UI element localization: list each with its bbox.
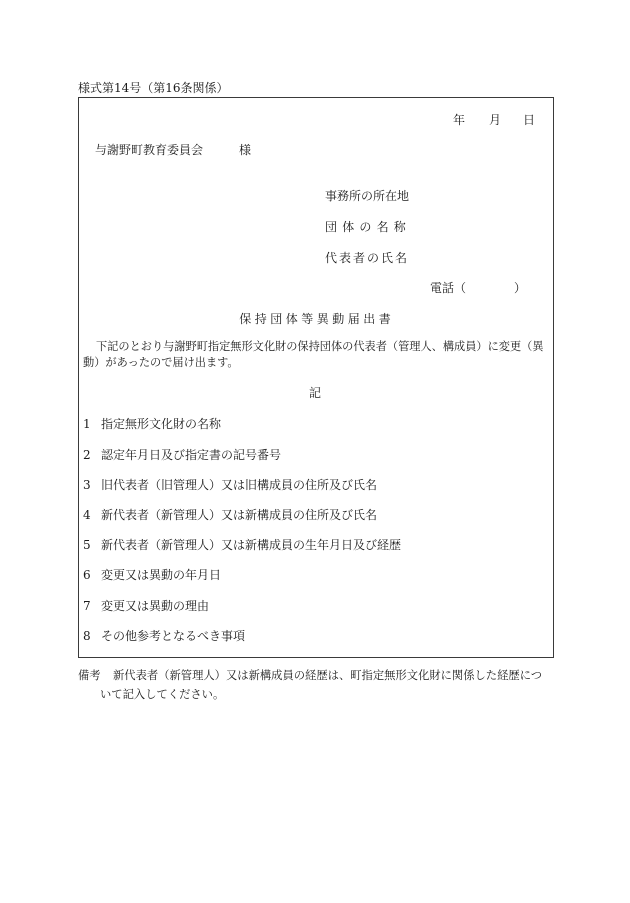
representative-name-label: 代表者の氏名 <box>325 251 410 265</box>
addressee-name: 与謝野町教育委員会 <box>95 143 204 157</box>
item-number: 6 <box>83 568 91 582</box>
item-label: 認定年月日及び指定書の記号番号 <box>101 448 282 462</box>
item-label: その他参考となるべき事項 <box>101 629 246 643</box>
item-number: 5 <box>83 538 91 552</box>
item-number: 7 <box>83 599 91 613</box>
form-number: 様式第14号（第16条関係） <box>78 81 229 95</box>
item-label: 変更又は異動の年月日 <box>101 568 222 582</box>
remarks-line-2: いて記入してください。 <box>100 688 225 701</box>
item-label: 変更又は異動の理由 <box>101 599 210 613</box>
item-label: 旧代表者（旧管理人）又は旧構成員の住所及び氏名 <box>101 478 378 492</box>
organization-name-label: 団体の名称 <box>325 220 412 234</box>
addressee-honorific: 様 <box>239 143 252 157</box>
item-number: 4 <box>83 508 91 522</box>
date-day-label: 日 <box>523 113 536 127</box>
intro-line-2: 動）があったので届け出ます。 <box>83 356 239 369</box>
item-label: 新代表者（新管理人）又は新構成員の生年月日及び経歴 <box>101 538 402 552</box>
item-number: 8 <box>83 629 91 643</box>
item-label: 新代表者（新管理人）又は新構成員の住所及び氏名 <box>101 508 378 522</box>
item-label: 指定無形文化財の名称 <box>101 417 222 431</box>
document-title: 保持団体等異動届出書 <box>239 312 395 326</box>
ki-heading: 記 <box>308 386 321 400</box>
phone-label: 電話（ ） <box>430 281 527 295</box>
intro-line-1: 下記のとおり与謝野町指定無形文化財の保持団体の代表者（管理人、構成員）に変更（異 <box>96 340 544 353</box>
office-address-label: 事務所の所在地 <box>325 189 410 203</box>
remarks-line-1: 新代表者（新管理人）又は新構成員の経歴は、町指定無形文化財に関係した経歴につ <box>113 669 543 682</box>
item-number: 3 <box>83 478 91 492</box>
item-number: 2 <box>83 448 91 462</box>
item-number: 1 <box>83 417 91 431</box>
date-month-label: 月 <box>489 113 502 127</box>
remarks-label: 備考 <box>78 669 101 682</box>
date-year-label: 年 <box>453 113 466 127</box>
